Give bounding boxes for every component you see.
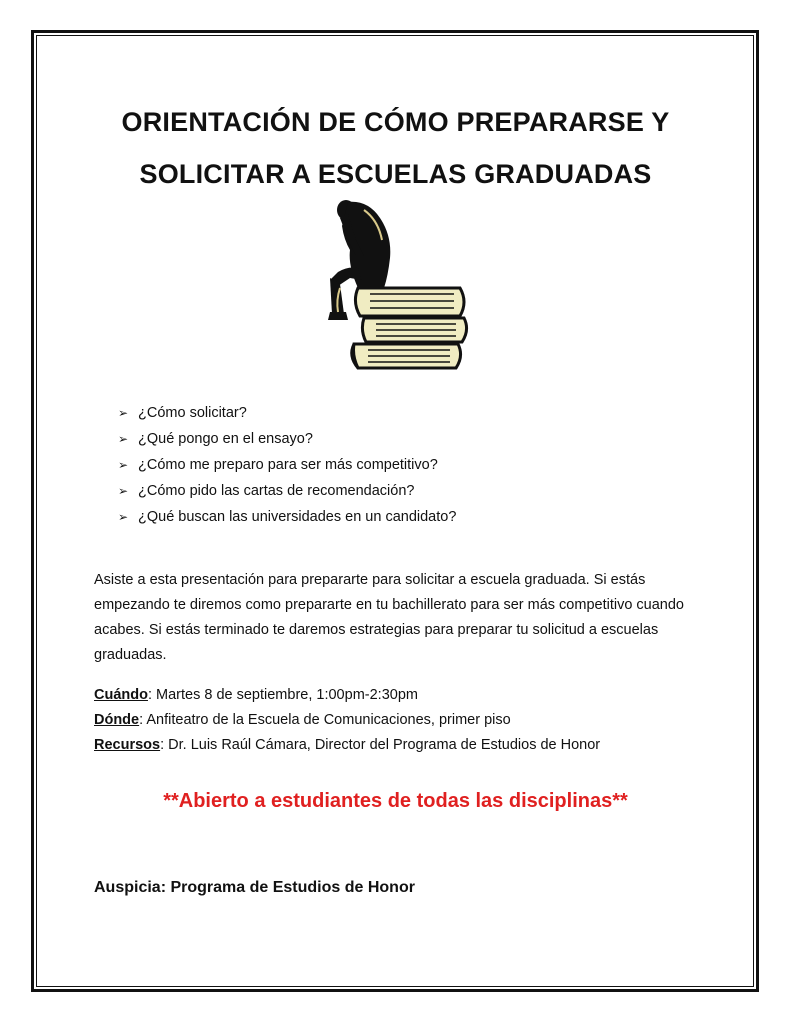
resources-value: : Dr. Luis Raúl Cámara, Director del Programa de Estudios de Honor — [160, 737, 601, 753]
arrow-bullet-icon: ➢ — [118, 406, 129, 420]
question-list — [118, 400, 456, 530]
arrow-bullet-icon: ➢ — [118, 458, 129, 472]
event-details — [94, 683, 600, 758]
title-line-1: ORIENTACIÓN DE CÓMO PREPARARSE Y — [121, 107, 670, 137]
arrow-bullet-icon: ➢ — [118, 484, 129, 498]
list-item-text: ¿Cómo me preparo para ser más competitivo? — [138, 457, 438, 473]
list-item — [118, 504, 456, 530]
list-item-text: ¿Qué pongo en el ensayo? — [138, 431, 313, 447]
list-item — [118, 426, 456, 452]
description-paragraph: Asiste a esta presentación para prepararte para solicitar a escuela graduada. Si estás empezando te diremos como prepararte en tu bachillerato para ser más competitivo cuando acabes. Si estás terminado te daremos estrategias para preparar tu solicitud a escuelas graduadas. — [94, 572, 684, 663]
open-to-all-notice: **Abierto a estudiantes de todas las disciplinas** — [163, 790, 628, 812]
where-label: Dónde — [94, 712, 140, 728]
where-row — [94, 708, 600, 733]
when-row — [94, 683, 600, 708]
when-label: Cuándo — [94, 687, 148, 703]
sponsor-line: Auspicia: Programa de Estudios de Honor — [94, 879, 415, 896]
arrow-bullet-icon: ➢ — [118, 432, 129, 446]
list-item-text: ¿Qué buscan las universidades en un candidato? — [138, 509, 457, 525]
list-item-text: ¿Cómo solicitar? — [138, 405, 247, 421]
when-value: : Martes 8 de septiembre, 1:00pm-2:30pm — [147, 687, 418, 703]
list-item — [118, 478, 456, 504]
resources-label: Recursos — [94, 737, 161, 753]
list-item — [118, 400, 456, 426]
resources-row — [94, 733, 600, 758]
list-item-text: ¿Cómo pido las cartas de recomendación? — [138, 483, 415, 499]
list-item — [118, 452, 456, 478]
flyer-title — [60, 96, 731, 200]
thinker-on-books-icon — [318, 196, 478, 378]
arrow-bullet-icon: ➢ — [118, 510, 129, 524]
where-value: : Anfiteatro de la Escuela de Comunicaciones, primer piso — [139, 712, 511, 728]
title-line-2: SOLICITAR A ESCUELAS GRADUADAS — [139, 159, 652, 189]
